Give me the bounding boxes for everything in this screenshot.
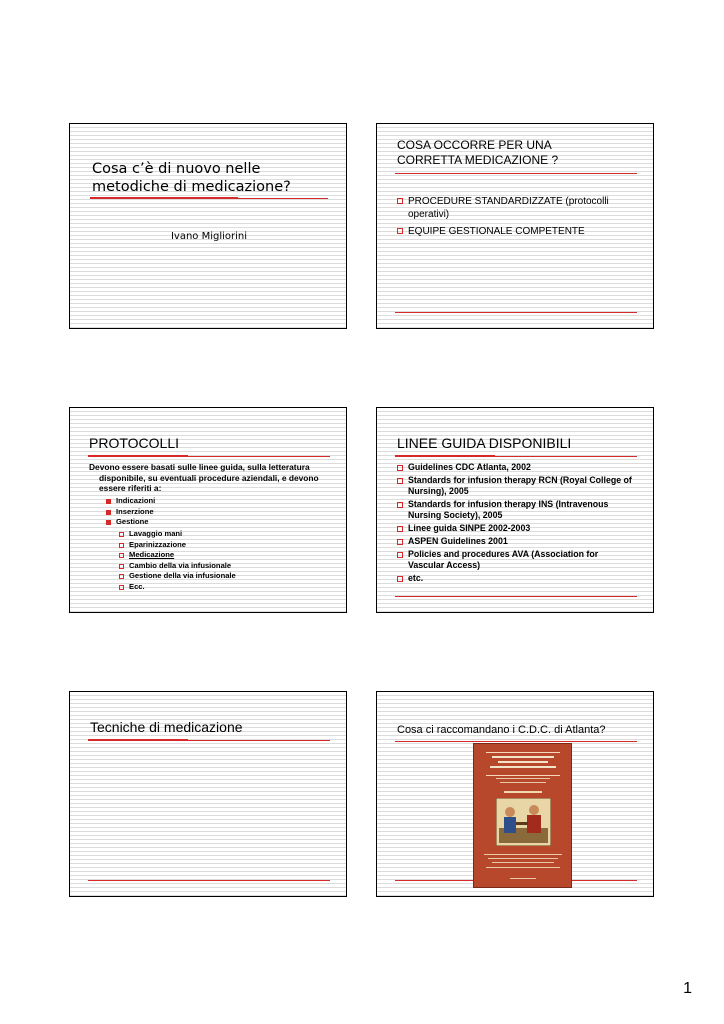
- bullet-filled-icon: [106, 499, 111, 504]
- page-number: 1: [683, 980, 692, 997]
- list-item: Eparinizzazione: [119, 540, 236, 551]
- slide-1: [69, 123, 347, 329]
- slide-3-intro: Devono essere basati sulle linee guida, sulla letteratura disponibile, su eventuali procedure aziendali, e devono essere riferiti a:: [89, 462, 319, 494]
- cover-text-line: [510, 878, 536, 879]
- slide-3-subitems: [119, 529, 236, 593]
- slide-4-title-underline: [395, 455, 495, 457]
- slide-1-author: Ivano Migliorini: [170, 231, 248, 242]
- bullet-square-icon: [119, 574, 124, 579]
- bullet-square-icon: [397, 576, 403, 582]
- cover-text-line: [488, 858, 558, 859]
- bullet-square-icon: [119, 585, 124, 590]
- slide-2-footer-line: [395, 312, 637, 313]
- bullet-square-icon: [397, 526, 403, 532]
- list-item: Guidelines CDC Atlanta, 2002: [397, 462, 635, 473]
- bullet-filled-icon: [106, 520, 111, 525]
- list-item: Inserzione: [106, 507, 155, 518]
- slide-5-title-underline: [88, 739, 188, 741]
- list-item: Policies and procedures AVA (Association for Vascular Access): [397, 549, 635, 571]
- list-item: Indicazioni: [106, 496, 155, 507]
- slide-2: [376, 123, 654, 329]
- bullet-filled-icon: [106, 510, 111, 515]
- slide-3-title: PROTOCOLLI: [89, 435, 179, 451]
- list-item: Standards for infusion therapy RCN (Royal College of Nursing), 2005: [397, 475, 635, 497]
- slide-5: [69, 691, 347, 897]
- list-item: ASPEN Guidelines 2001: [397, 536, 635, 547]
- bullet-square-icon: [119, 532, 124, 537]
- slide-1-title-underline: [90, 197, 238, 199]
- cover-text-line: [500, 782, 546, 783]
- cover-text-line: [484, 854, 562, 855]
- slide-2-title-underline: [395, 173, 637, 174]
- cover-text-line: [498, 761, 548, 763]
- slide-5-title-underline-thin: [188, 740, 330, 741]
- bullet-square-icon: [119, 564, 124, 569]
- list-item: Lavaggio mani: [119, 529, 236, 540]
- cover-text-line: [486, 867, 560, 868]
- slide-5-footer-line: [88, 880, 330, 881]
- slide-3-title-underline: [88, 455, 188, 457]
- slide-1-title: Cosa c’è di nuovo nelle metodiche di medicazione?: [92, 161, 291, 195]
- bullet-square-icon: [397, 539, 403, 545]
- bullet-square-icon: [119, 553, 124, 558]
- slide-6-title: Cosa ci raccomandano i C.D.C. di Atlanta?: [397, 724, 606, 736]
- cover-text-line: [496, 778, 550, 779]
- list-item: etc.: [397, 573, 635, 584]
- list-item: PROCEDURE STANDARDIZZATE (protocolli operativi): [397, 195, 627, 221]
- list-item: Ecc.: [119, 582, 236, 593]
- slide-4-title: LINEE GUIDA DISPONIBILI: [397, 435, 572, 451]
- slide-4: [376, 407, 654, 613]
- bullet-square-icon: [397, 502, 403, 508]
- bullet-square-icon: [397, 552, 403, 558]
- cover-text-line: [504, 791, 542, 793]
- bullet-square-icon: [397, 228, 403, 234]
- slide-4-footer-line: [395, 596, 637, 597]
- bullet-square-icon: [397, 198, 403, 204]
- cover-text-line: [492, 862, 554, 863]
- list-item: Gestione: [106, 517, 155, 528]
- list-item: Cambio della via infusionale: [119, 561, 236, 572]
- slide-4-title-underline-thin: [495, 456, 637, 457]
- bullet-square-icon: [397, 478, 403, 484]
- cover-text-line: [490, 766, 556, 768]
- slide-3-title-underline-thin: [188, 456, 330, 457]
- list-item: EQUIPE GESTIONALE COMPETENTE: [397, 225, 627, 238]
- bullet-square-icon: [397, 465, 403, 471]
- slide-6-title-underline: [395, 741, 637, 742]
- slide-2-title: COSA OCCORRE PER UNA CORRETTA MEDICAZIONE ?: [397, 138, 559, 167]
- slide-1-title-underline-thin: [238, 198, 328, 199]
- bullet-square-icon: [119, 543, 124, 548]
- book-cover-image: [473, 743, 572, 888]
- list-item: Linee guida SINPE 2002-2003: [397, 523, 635, 534]
- slide-3: [69, 407, 347, 613]
- list-item: Medicazione: [119, 550, 236, 561]
- cover-illustration: [496, 798, 551, 846]
- slide-5-title: Tecniche di medicazione: [90, 719, 243, 735]
- slide-3-items: [106, 496, 155, 528]
- list-item: Gestione della via infusionale: [119, 571, 236, 582]
- cover-text-line: [492, 756, 554, 758]
- slide-4-bullets: [397, 462, 635, 584]
- list-item: Standards for infusion therapy INS (Intravenous Nursing Society), 2005: [397, 499, 635, 521]
- slide-2-bullets: [397, 195, 627, 238]
- slide-6: [376, 691, 654, 897]
